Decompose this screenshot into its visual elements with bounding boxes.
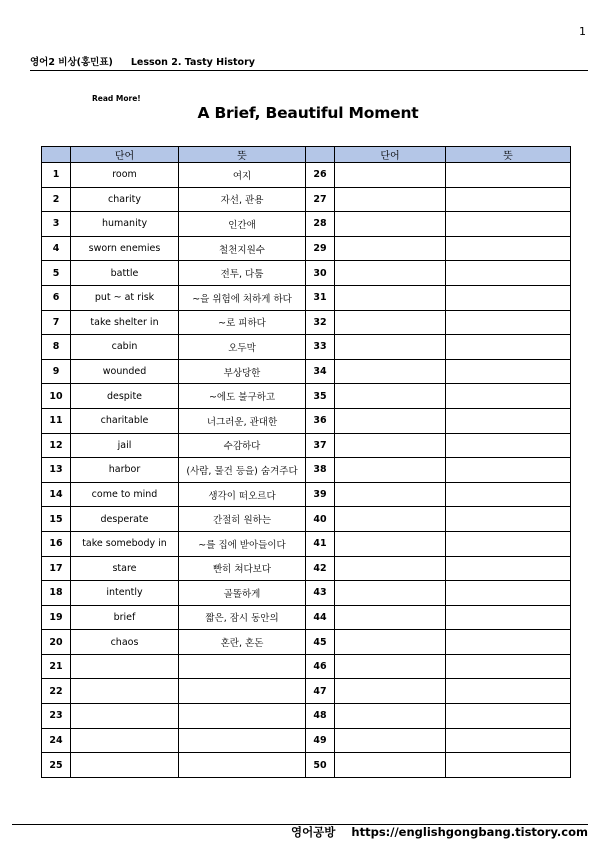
word-cell-right (335, 556, 446, 581)
meaning-cell-left: 골똘하게 (179, 581, 306, 606)
row-number-left: 5 (42, 261, 71, 286)
row-number-left: 10 (42, 384, 71, 409)
meaning-cell-right (446, 704, 571, 729)
word-cell-right (335, 335, 446, 360)
word-cell-right (335, 581, 446, 606)
table-row (42, 531, 571, 556)
meaning-cell-right (446, 654, 571, 679)
row-number-right: 38 (306, 458, 335, 483)
row-number-left: 19 (42, 605, 71, 630)
row-number-right: 30 (306, 261, 335, 286)
meaning-cell-right (446, 285, 571, 310)
row-number-right: 33 (306, 335, 335, 360)
meaning-cell-right (446, 236, 571, 261)
meaning-cell-left: 수감하다 (179, 433, 306, 458)
word-cell-left: come to mind (71, 482, 179, 507)
table-row (42, 335, 571, 360)
row-number-right: 36 (306, 408, 335, 433)
row-number-left: 20 (42, 630, 71, 655)
word-cell-left: take somebody in (71, 531, 179, 556)
page-title: A Brief, Beautiful Moment (197, 104, 419, 122)
word-cell-right (335, 187, 446, 212)
row-number-left: 7 (42, 310, 71, 335)
word-cell-left: chaos (71, 630, 179, 655)
row-number-left: 24 (42, 728, 71, 753)
meaning-cell-right (446, 507, 571, 532)
meaning-cell-left: 오두막 (179, 335, 306, 360)
meaning-cell-left: 간절히 원하는 (179, 507, 306, 532)
word-cell-right (335, 507, 446, 532)
row-number-left: 3 (42, 212, 71, 237)
table-row (42, 285, 571, 310)
table-row (42, 433, 571, 458)
header-word-right: 단어 (335, 147, 446, 163)
meaning-cell-left (179, 679, 306, 704)
meaning-cell-left: (사람, 물건 등을) 숨겨주다 (179, 458, 306, 483)
row-number-left: 9 (42, 359, 71, 384)
word-cell-right (335, 605, 446, 630)
row-number-right: 27 (306, 187, 335, 212)
row-number-right: 42 (306, 556, 335, 581)
row-number-left: 11 (42, 408, 71, 433)
word-cell-left: room (71, 163, 179, 188)
meaning-cell-left: 너그러운, 관대한 (179, 408, 306, 433)
table-row (42, 187, 571, 212)
meaning-cell-left (179, 753, 306, 778)
table-row (42, 654, 571, 679)
row-number-right: 37 (306, 433, 335, 458)
meaning-cell-right (446, 187, 571, 212)
table-row (42, 163, 571, 188)
meaning-cell-left: 자선, 관용 (179, 187, 306, 212)
table-row (42, 581, 571, 606)
table-row (42, 408, 571, 433)
meaning-cell-left: 전투, 다툼 (179, 261, 306, 286)
header-word-left: 단어 (71, 147, 179, 163)
meaning-cell-right (446, 630, 571, 655)
word-cell-right (335, 212, 446, 237)
meaning-cell-left: ~에도 불구하고 (179, 384, 306, 409)
word-cell-right (335, 408, 446, 433)
row-number-left: 6 (42, 285, 71, 310)
row-number-left: 17 (42, 556, 71, 581)
table-row (42, 212, 571, 237)
row-number-right: 48 (306, 704, 335, 729)
word-cell-left: cabin (71, 335, 179, 360)
row-number-left: 8 (42, 335, 71, 360)
meaning-cell-right (446, 408, 571, 433)
word-cell-left: charity (71, 187, 179, 212)
meaning-cell-right (446, 433, 571, 458)
word-cell-right (335, 753, 446, 778)
document-header (30, 54, 588, 71)
row-number-left: 25 (42, 753, 71, 778)
meaning-cell-left (179, 728, 306, 753)
meaning-cell-right (446, 482, 571, 507)
meaning-cell-right (446, 261, 571, 286)
table-row (42, 384, 571, 409)
table-row (42, 704, 571, 729)
row-number-right: 46 (306, 654, 335, 679)
row-number-left: 4 (42, 236, 71, 261)
word-cell-left: despite (71, 384, 179, 409)
row-number-right: 43 (306, 581, 335, 606)
row-number-right: 50 (306, 753, 335, 778)
meaning-cell-right (446, 359, 571, 384)
meaning-cell-left: 짧은, 잠시 동안의 (179, 605, 306, 630)
row-number-left: 21 (42, 654, 71, 679)
word-cell-left (71, 679, 179, 704)
word-cell-right (335, 654, 446, 679)
table-row (42, 359, 571, 384)
row-number-left: 13 (42, 458, 71, 483)
row-number-right: 28 (306, 212, 335, 237)
row-number-left: 1 (42, 163, 71, 188)
meaning-cell-right (446, 556, 571, 581)
vocabulary-table-body (42, 163, 571, 778)
meaning-cell-right (446, 384, 571, 409)
word-cell-right (335, 359, 446, 384)
word-cell-right (335, 310, 446, 335)
meaning-cell-right (446, 212, 571, 237)
page-number: 1 (579, 25, 586, 38)
meaning-cell-left: 인간애 (179, 212, 306, 237)
table-row (42, 630, 571, 655)
word-cell-left: charitable (71, 408, 179, 433)
meaning-cell-right (446, 310, 571, 335)
meaning-cell-left: ~를 집에 받아들이다 (179, 531, 306, 556)
row-number-right: 41 (306, 531, 335, 556)
row-number-right: 39 (306, 482, 335, 507)
table-row (42, 482, 571, 507)
word-cell-left: take shelter in (71, 310, 179, 335)
table-row (42, 310, 571, 335)
row-number-right: 29 (306, 236, 335, 261)
word-cell-right (335, 531, 446, 556)
meaning-cell-left: 빤히 쳐다보다 (179, 556, 306, 581)
word-cell-right (335, 482, 446, 507)
word-cell-left: stare (71, 556, 179, 581)
row-number-left: 12 (42, 433, 71, 458)
lesson-label: Lesson 2. Tasty History (130, 57, 255, 68)
row-number-left: 15 (42, 507, 71, 532)
row-number-right: 32 (306, 310, 335, 335)
word-cell-left (71, 728, 179, 753)
word-cell-left: battle (71, 261, 179, 286)
word-cell-left: humanity (71, 212, 179, 237)
meaning-cell-right (446, 581, 571, 606)
word-cell-right (335, 433, 446, 458)
row-number-left: 16 (42, 531, 71, 556)
row-number-right: 34 (306, 359, 335, 384)
footer-brand: 영어공방 (290, 825, 336, 839)
meaning-cell-left: 여지 (179, 163, 306, 188)
meaning-cell-right (446, 753, 571, 778)
header-meaning-left: 뜻 (179, 147, 306, 163)
header-num-right (306, 147, 335, 163)
word-cell-right (335, 704, 446, 729)
word-cell-right (335, 728, 446, 753)
meaning-cell-right (446, 458, 571, 483)
word-cell-right (335, 679, 446, 704)
word-cell-left (71, 753, 179, 778)
word-cell-left: jail (71, 433, 179, 458)
row-number-right: 47 (306, 679, 335, 704)
meaning-cell-right (446, 679, 571, 704)
table-row (42, 556, 571, 581)
meaning-cell-left: 생각이 떠오르다 (179, 482, 306, 507)
header-num-left (42, 147, 71, 163)
meaning-cell-left: ~을 위험에 처하게 하다 (179, 285, 306, 310)
meaning-cell-left: 부상당한 (179, 359, 306, 384)
meaning-cell-right (446, 335, 571, 360)
footer-url: https://englishgongbang.tistory.com (351, 825, 588, 839)
meaning-cell-left (179, 654, 306, 679)
vocabulary-table (41, 146, 571, 778)
word-cell-left: brief (71, 605, 179, 630)
table-row (42, 753, 571, 778)
table-row (42, 728, 571, 753)
meaning-cell-right (446, 728, 571, 753)
word-cell-left (71, 654, 179, 679)
row-number-right: 31 (306, 285, 335, 310)
meaning-cell-left: ~로 피하다 (179, 310, 306, 335)
meaning-cell-left (179, 704, 306, 729)
row-number-left: 14 (42, 482, 71, 507)
row-number-right: 35 (306, 384, 335, 409)
header-meaning-right: 뜻 (446, 147, 571, 163)
word-cell-right (335, 285, 446, 310)
meaning-cell-right (446, 531, 571, 556)
table-row (42, 679, 571, 704)
word-cell-left: put ~ at risk (71, 285, 179, 310)
row-number-right: 45 (306, 630, 335, 655)
read-more-label: Read More! (92, 94, 141, 103)
table-row (42, 261, 571, 286)
table-row (42, 458, 571, 483)
word-cell-right (335, 163, 446, 188)
word-cell-left: intently (71, 581, 179, 606)
table-row (42, 507, 571, 532)
word-cell-left: desperate (71, 507, 179, 532)
word-cell-left: wounded (71, 359, 179, 384)
row-number-left: 22 (42, 679, 71, 704)
word-cell-right (335, 236, 446, 261)
meaning-cell-right (446, 163, 571, 188)
word-cell-right (335, 261, 446, 286)
row-number-left: 2 (42, 187, 71, 212)
row-number-right: 49 (306, 728, 335, 753)
meaning-cell-left: 혼란, 혼돈 (179, 630, 306, 655)
word-cell-right (335, 458, 446, 483)
table-row (42, 605, 571, 630)
word-cell-left: sworn enemies (71, 236, 179, 261)
word-cell-right (335, 630, 446, 655)
row-number-left: 23 (42, 704, 71, 729)
meaning-cell-right (446, 605, 571, 630)
word-cell-left (71, 704, 179, 729)
row-number-right: 44 (306, 605, 335, 630)
row-number-right: 26 (306, 163, 335, 188)
row-number-right: 40 (306, 507, 335, 532)
word-cell-left: harbor (71, 458, 179, 483)
table-header-row (42, 147, 571, 163)
footer (291, 824, 588, 840)
table-row (42, 236, 571, 261)
meaning-cell-left: 철천지원수 (179, 236, 306, 261)
word-cell-right (335, 384, 446, 409)
course-label: 영어2 비상(홍민표) (30, 57, 113, 68)
row-number-left: 18 (42, 581, 71, 606)
